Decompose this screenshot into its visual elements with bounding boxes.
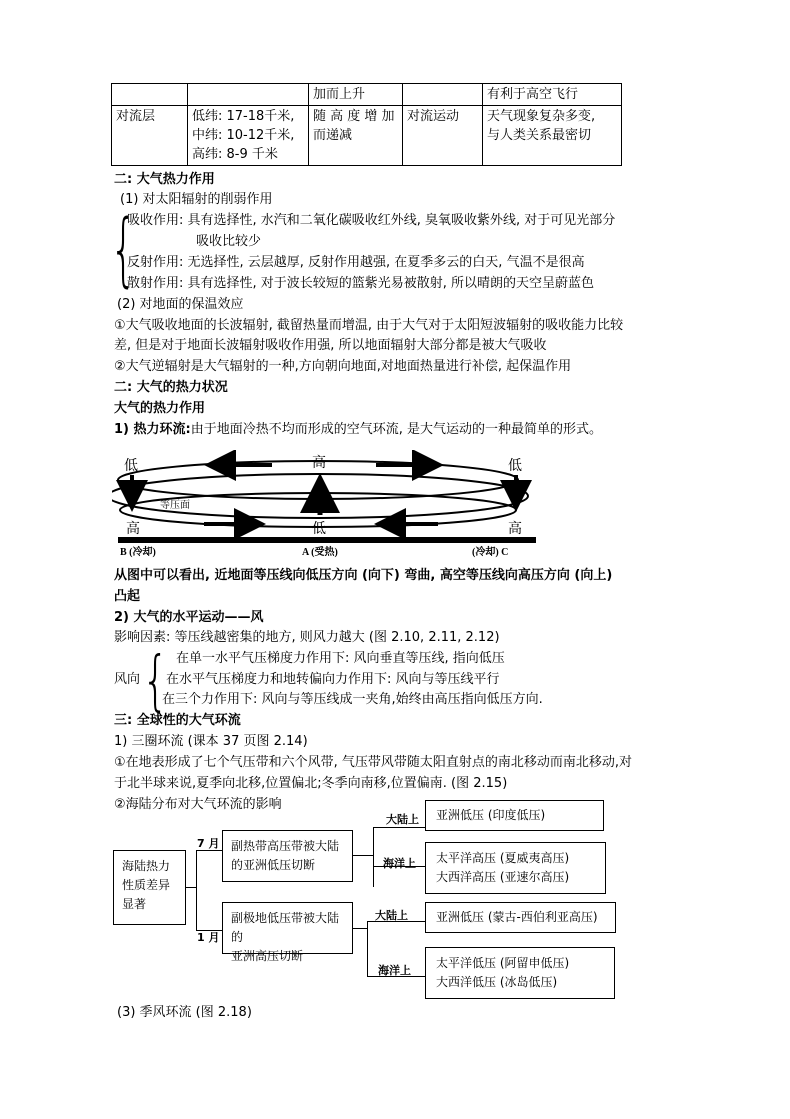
box-line: 太平洋高压 (夏威夷高压) — [436, 851, 570, 865]
subheading: 大气的热力作用 — [114, 401, 206, 416]
paragraph: 在水平气压梯度力和地转偏向力作用下: 风向与等压线平行 — [166, 672, 500, 687]
jan-box — [222, 902, 353, 963]
table-cell: 有利于高空飞行 — [483, 84, 622, 106]
ground-bar — [118, 537, 536, 543]
connector — [373, 827, 425, 828]
layer-name-cell: 对流层 — [112, 106, 188, 166]
paragraph: 吸收比较少 — [196, 234, 262, 249]
box-line: 大西洋高压 (亚速尔高压) — [436, 870, 570, 884]
paragraph: 散射作用: 具有选择性, 对于波长较短的篮紫光易被散射, 所以晴朗的天空呈蔚蓝色 — [127, 276, 595, 291]
label-high-left: 高 — [126, 522, 140, 537]
paragraph — [114, 420, 602, 439]
box-line: 太平洋低压 (阿留申低压) — [436, 956, 570, 970]
label-high-mid: 高 — [312, 456, 326, 471]
july-land-box: 亚洲低压 (印度低压) — [425, 800, 604, 831]
label-c: (冷却) C — [472, 547, 509, 558]
label-low-mid: 低 — [312, 522, 326, 537]
layer-temp-cell — [309, 106, 403, 166]
subheading: (1) 对太阳辐射的削弱作用 — [120, 192, 273, 207]
paragraph: 影响因素: 等压线越密集的地方, 则风力越大 (图 2.10, 2.11, 2.12) — [114, 630, 500, 645]
paragraph: ②海陆分布对大气环流的影响 — [114, 797, 282, 812]
box-line: 副热带高压带被大陆 — [231, 839, 340, 853]
ocean-label: 海洋上 — [378, 964, 411, 977]
table-row — [112, 106, 622, 166]
land-label: 大陆上 — [386, 813, 419, 826]
brace-icon: { — [110, 202, 137, 296]
table-cell: 加而上升 — [309, 84, 403, 106]
subheading: 2) 大气的水平运动——风 — [114, 610, 264, 625]
paragraph: 1) 三圈环流 (课本 37 页图 2.14) — [114, 734, 308, 749]
height-line: 中纬: 10-12千米, — [192, 128, 295, 143]
paragraph: 在单一水平气压梯度力作用下: 风向垂直等压线, 指向低压 — [176, 651, 505, 666]
table-cell — [403, 84, 483, 106]
bold-lead: 1) 热力环流: — [114, 422, 191, 437]
height-line: 高纬: 8-9 千米 — [192, 147, 278, 162]
box-line: 的亚洲低压切断 — [231, 858, 316, 872]
paragraph: 于北半球来说,夏季向北移,位置偏北;冬季向南移,位置偏南. (图 2.15) — [114, 776, 508, 791]
subheading: (2) 对地面的保温效应 — [117, 297, 244, 312]
root-line: 性质差异 — [122, 878, 171, 892]
box-line: 亚洲高压切断 — [231, 949, 304, 963]
label-isobar: 等压面 — [160, 500, 190, 511]
jan-ocean-box — [425, 947, 615, 999]
label-high-right: 高 — [508, 522, 522, 537]
paragraph: ②大气逆辐射是大气辐射的一种,方向朝向地面,对地面热量进行补偿, 起保温作用 — [114, 359, 572, 374]
root-box — [113, 850, 186, 925]
paragraph: 差, 但是对于地面长波辐射吸收作用强, 所以地面辐射大部分都是被大气吸收 — [114, 338, 547, 353]
height-line: 低纬: 17-18千米, — [192, 109, 295, 124]
connector — [353, 855, 373, 856]
paragraph: 在三个力作用下: 风向与等压线成一夹角,始终由高压指向低压方向. — [162, 692, 543, 707]
layer-feature-cell — [483, 106, 622, 166]
connector — [353, 928, 367, 929]
jan-land-box: 亚洲低压 (蒙古-西伯利亚高压) — [425, 902, 616, 933]
ocean-label: 海洋上 — [383, 857, 416, 870]
layer-height-cell — [188, 106, 309, 166]
section-heading: 二: 大气热力作用 — [114, 172, 215, 187]
connector — [367, 921, 368, 976]
feature-line: 与人类关系最密切 — [487, 128, 592, 143]
table-row — [112, 84, 622, 106]
label-low-right: 低 — [508, 459, 522, 474]
july-box — [222, 830, 353, 882]
box-line: 副极地低压带被大陆的 — [231, 911, 340, 944]
atmosphere-layer-table — [111, 83, 622, 166]
brace-icon: { — [142, 641, 169, 718]
label-low-left: 低 — [124, 459, 138, 474]
jan-label: 1 月 — [197, 931, 220, 944]
paragraph-text: 由于地面冷热不均而形成的空气环流, 是大气运动的一种最简单的形式。 — [190, 422, 602, 437]
label-b: B (冷却) — [120, 547, 156, 558]
july-ocean-box — [425, 842, 606, 894]
paragraph: (3) 季风环流 (图 2.18) — [117, 1005, 252, 1020]
connector — [196, 850, 197, 930]
table-cell — [112, 84, 188, 106]
feature-line: 天气现象复杂多变, — [487, 109, 596, 124]
box-line: 大西洋低压 (冰岛低压) — [436, 975, 558, 989]
layer-motion-cell: 对流运动 — [403, 106, 483, 166]
paragraph: 凸起 — [114, 589, 141, 604]
connector — [186, 887, 196, 888]
paragraph: ①大气吸收地面的长波辐射, 截留热量而增温, 由于大气对于太阳短波辐射的吸收能力比较 — [114, 318, 624, 333]
root-line: 显著 — [122, 897, 147, 911]
paragraph: ①在地表形成了七个气压带和六个风带, 气压带风带随太阳直射点的南北移动而南北移动,对 — [114, 755, 633, 770]
temp-line: 随 高 度 增 加 — [313, 109, 395, 124]
section-heading: 二: 大气的热力状况 — [114, 380, 228, 395]
paragraph: 反射作用: 无选择性, 云层越厚, 反射作用越强, 在夏季多云的白天, 气温不是很高 — [127, 255, 585, 270]
thermal-circulation-diagram — [112, 450, 542, 562]
paragraph: 吸收作用: 具有选择性, 水汽和二氧化碳吸收红外线, 臭氧吸收紫外线, 对于可见光部分 — [127, 213, 616, 228]
root-line: 海陆热力 — [122, 859, 171, 873]
wind-label: 风向 — [114, 672, 141, 687]
temp-line: 而递减 — [313, 128, 353, 143]
connector — [373, 827, 374, 887]
july-label: 7 月 — [197, 837, 220, 850]
label-a: A (受热) — [302, 547, 338, 558]
paragraph: 从图中可以看出, 近地面等压线向低压方向 (向下) 弯曲, 高空等压线向高压方向 (向上) — [114, 568, 613, 583]
land-label: 大陆上 — [375, 909, 408, 922]
table-cell — [188, 84, 309, 106]
section-heading: 三: 全球性的大气环流 — [114, 713, 241, 728]
